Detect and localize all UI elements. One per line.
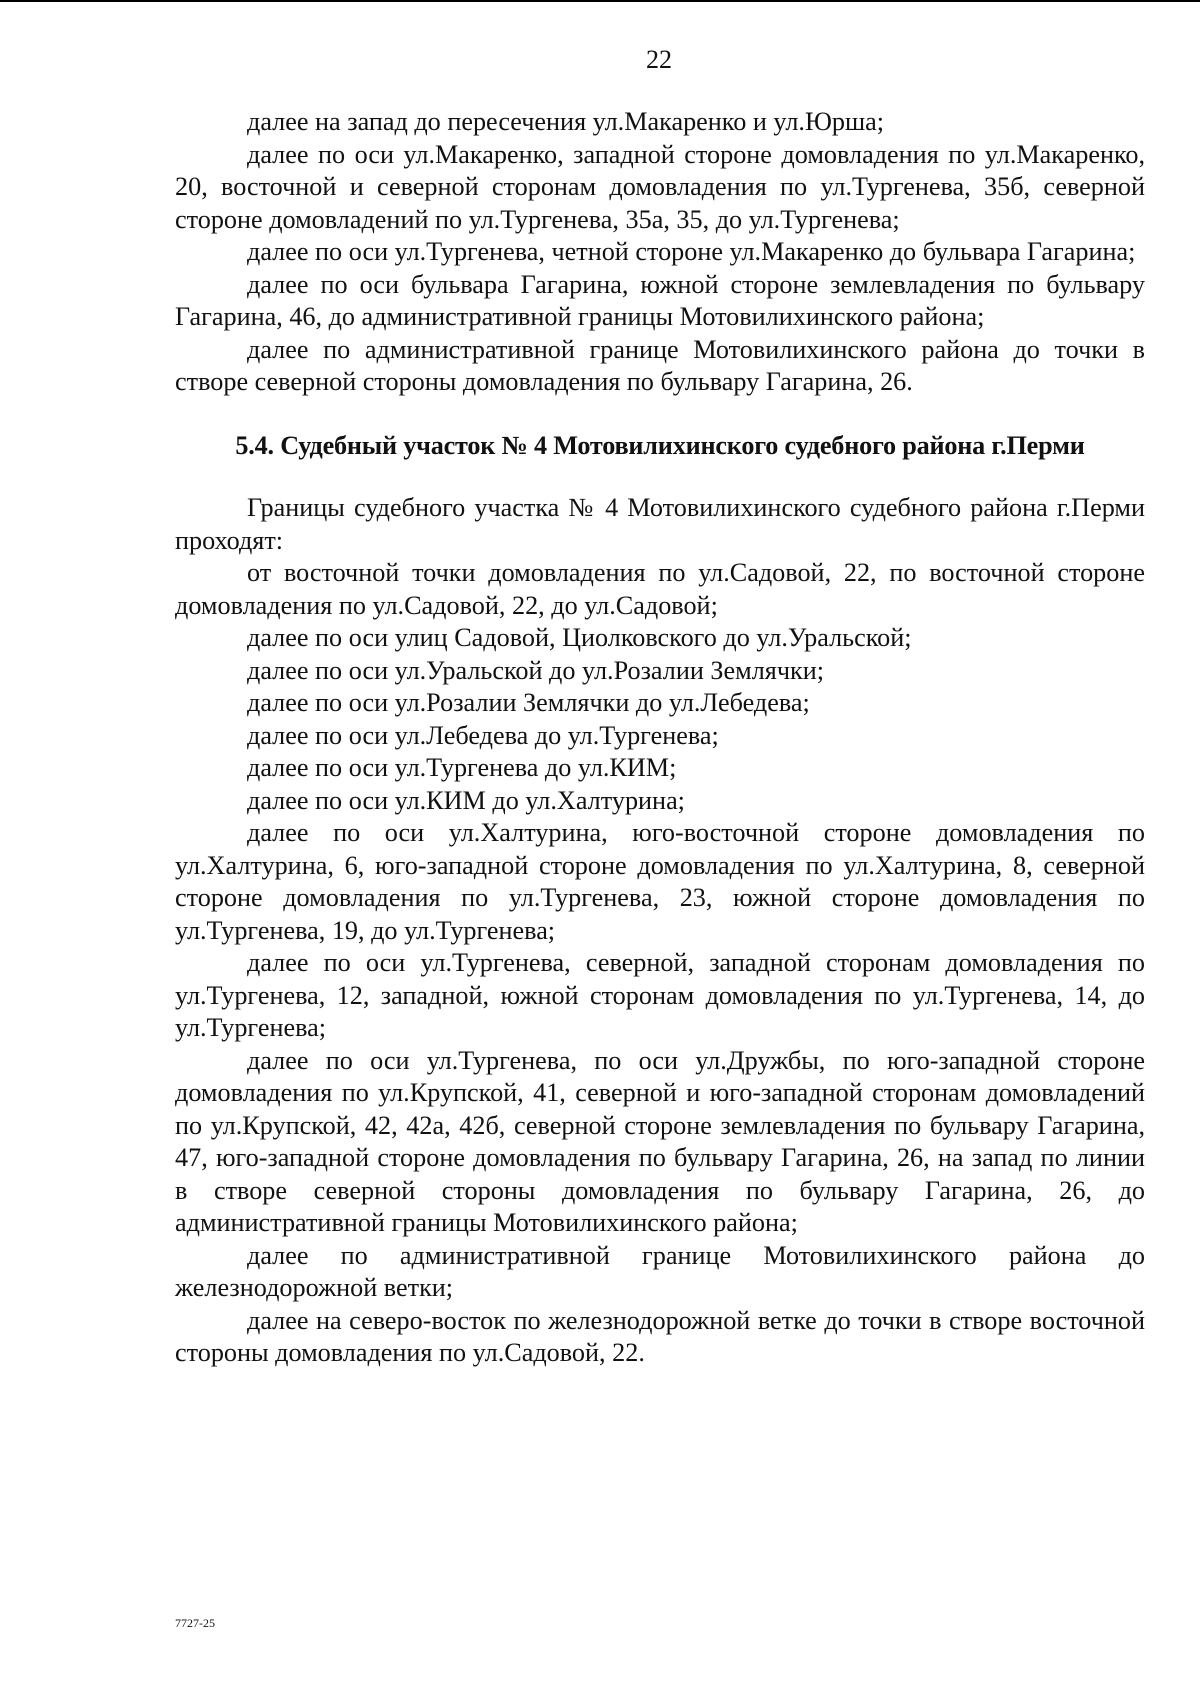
paragraph: далее на запад до пересечения ул.Макаренко и ул.Юрша; bbox=[247, 107, 885, 136]
scan-top-edge bbox=[0, 0, 1200, 2]
paragraph: далее по оси ул.Макаренко, западной стороне домовладения по ул.Макаренко, 20, восточной и северной сторонам домовладения по ул.Тургенева, 35б, северной стороне домовладений по ул.Тургенева, 35а, 35, до ул.Тургенева; bbox=[175, 139, 1145, 234]
paragraph: далее по оси ул.Тургенева, по оси ул.Дружбы, по юго-западной стороне домовладения по ул.Крупской, 41, северной и юго-западной сторонам домовладений по ул.Крупской, 42, 42а, 42б, северной стороне землевладения по бульвару Гагарина, 47, юго-западной стороне домовладения по бульвару Гагарина, 26, на запад по линии в створе северной стороны домовладения по бульвару Гагарина, 26, до административной границы Мотовилихинского района; bbox=[175, 1045, 1145, 1237]
paragraph: далее по оси ул.Халтурина, юго-восточной стороне домовладения по ул.Халтурина, 6, юго-западной стороне домовладения по ул.Халтурина, 8, северной стороне домовладения по ул.Тургенева, 23, южной стороне домовладения по ул.Тургенева, 19, до ул.Тургенева; bbox=[175, 818, 1145, 945]
paragraph: далее по административной границе Мотовилихинского района до железнодорожной ветки; bbox=[175, 1240, 1145, 1302]
paragraph: далее по оси улиц Садовой, Циолковского до ул.Уральской; bbox=[247, 623, 912, 652]
paragraph: далее по оси ул.Тургенева, четной стороне ул.Макаренко до бульвара Гагарина; bbox=[247, 237, 1136, 266]
paragraph: далее по оси бульвара Гагарина, южной стороне землевладения по бульвару Гагарина, 46, до административной границы Мотовилихинского района; bbox=[175, 269, 1145, 331]
page-number: 22 bbox=[646, 45, 672, 74]
paragraph: далее по оси ул.Тургенева, северной, западной сторонам домовладения по ул.Тургенева, 12, западной, южной сторонам домовладения по ул.Тургенева, 14, до ул.Тургенева; bbox=[175, 948, 1145, 1042]
paragraph: далее по оси ул.Тургенева до ул.КИМ; bbox=[247, 753, 677, 782]
paragraph: Границы судебного участка № 4 Мотовилихинского судебного района г.Перми проходят: bbox=[175, 493, 1145, 555]
paragraph: далее по оси ул.Уральской до ул.Розалии Землячки; bbox=[247, 655, 825, 685]
paragraph: далее на северо-восток по железнодорожной ветке до точки в створе восточной стороны домовладения по ул.Садовой, 22. bbox=[175, 1305, 1145, 1367]
paragraph: далее по оси ул.КИМ до ул.Халтурина; bbox=[247, 785, 685, 815]
paragraph: далее по административной границе Мотовилихинского района до точки в створе северной стороны домовладения по бульвару Гагарина, 26. bbox=[175, 334, 1145, 396]
paragraph: далее по оси ул.Розалии Землячки до ул.Лебедева; bbox=[247, 688, 810, 717]
document-code: 7727-25 bbox=[175, 1616, 215, 1630]
document-body bbox=[175, 106, 1145, 1370]
paragraph: от восточной точки домовладения по ул.Садовой, 22, по восточной стороне домовладения по ул.Садовой, 22, до ул.Садовой; bbox=[175, 558, 1145, 620]
section-heading: 5.4. Судебный участок № 4 Мотовилихинского судебного района г.Перми bbox=[235, 430, 1085, 460]
paragraph: далее по оси ул.Лебедева до ул.Тургенева; bbox=[247, 720, 719, 750]
